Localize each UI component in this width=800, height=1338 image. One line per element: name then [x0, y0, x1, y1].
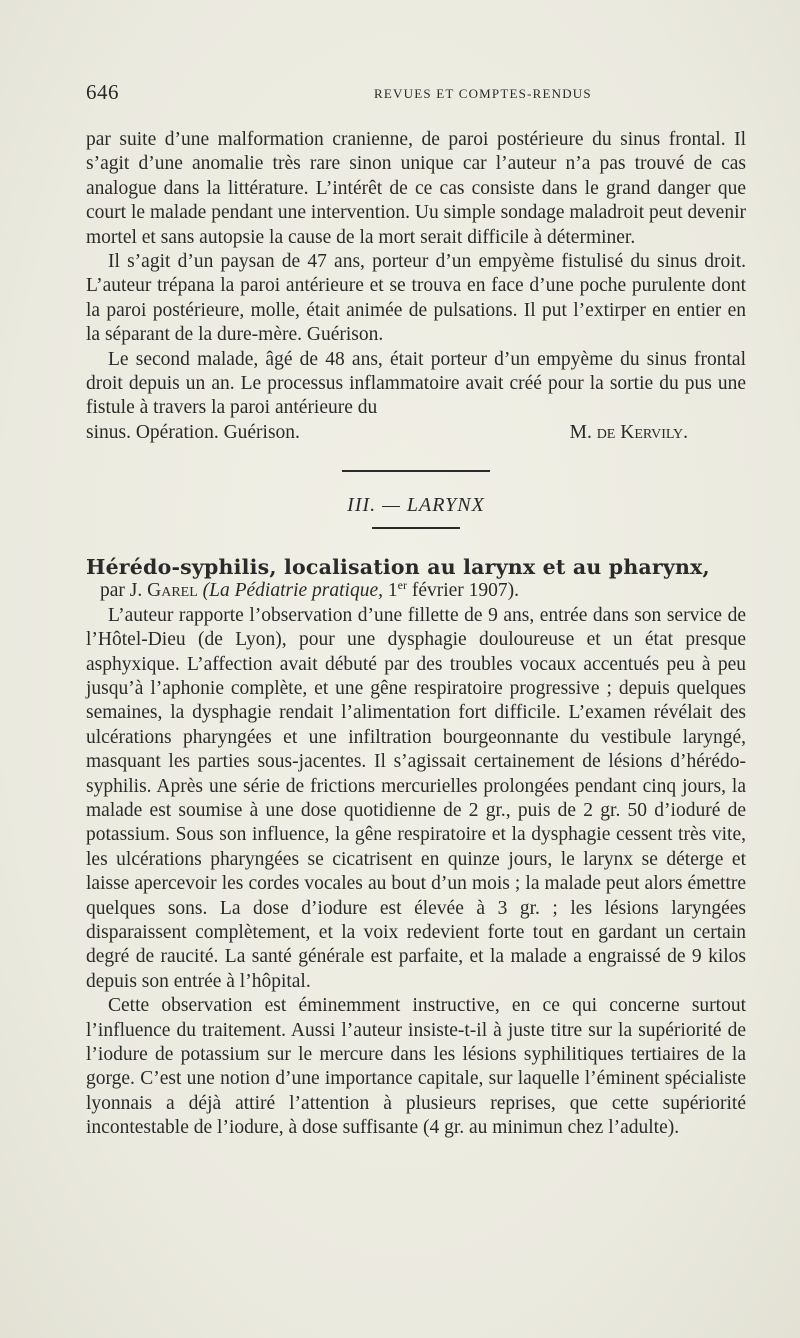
page-header [86, 80, 746, 110]
byline-journal: (La Pédiatrie pratique, [202, 580, 383, 602]
paragraph-end: sinus. Opération. Guérison. [86, 421, 300, 443]
running-head: REVUES ET COMPTES-RENDUS [374, 86, 592, 101]
byline-prefix: par J. [100, 580, 143, 602]
paragraph: Le second malade, âgé de 48 ans, était porteur d’un empyème du sinus frontal droit depuis un an. Le processus inflammatoire avait créé pour la sortie du pus une fistule à travers la paroi antérieure du [86, 348, 746, 419]
byline-date: février 1907). [411, 580, 520, 602]
author-signature: M. de Kervily. [569, 421, 688, 443]
byline-author: Garel [147, 580, 198, 602]
byline-day-ordinal: er [397, 578, 407, 593]
page-number: 646 [86, 80, 119, 104]
signature-line [86, 421, 746, 445]
article-byline [86, 579, 746, 603]
paragraph: L’auteur rapporte l’observation d’une fillette de 9 ans, entrée dans son service de l’Hôtel-Dieu (de Lyon), pour une dysphagie douloureuse et un état presque asphyxique. L’affection avait débuté par des troubles vocaux accentués peu à peu jusqu’à l’aphonie complète, et une gêne respiratoire progressive ; depuis quelques semaines, la dysphagie rendait l’alimentation fort difficile. L’examen révélait des ulcérations pharyngées et une infiltration bourgeonnante du vestibule laryngé, masquant les parties sous-jacentes. Il s’agissait certainement de lésions d’hérédo-syphilis. Après une série de frictions mercurielles prolongées pendant cinq jours, la malade est soumise à une dose quotidienne de 2 gr., puis de 2 gr. 50 d’ioduré de potassium. Sous son influence, la gêne respiratoire et la dysphagie cessent très vite, les ulcérations pharyngées se cicatrisent en quinze jours, le larynx se déterge et laisse apercevoir les cordes vocales au bout d’un mois ; la malade peut alors émettre quelques sons. La dose d’iodure est élevée à 3 gr. ; les lésions laryngées disparaissent complètement, et la voix redevient forte tout en gardant un certain degré de raucité. La santé générale est parfaite, et la malade a engraissé de 9 kilos depuis son entrée à l’hôpital. [86, 604, 746, 992]
section-title: III. — LARYNX [347, 494, 485, 517]
byline-day: 1 [387, 580, 398, 602]
paragraph: Il s’agit d’un paysan de 47 ans, porteur d’un empyème fistulisé du sinus droit. L’auteur trépana la paroi antérieure et se trouva en face d’une poche purulente dont la paroi postérieure, molle, était animée de pulsations. Il put l’extirper en entier en la séparant de la dure-mère. Guérison. [86, 251, 746, 346]
paragraph: Cette observation est éminemment instructive, en ce qui concerne surtout l’influence du traitement. Aussi l’auteur insiste-t-il à juste titre sur la supériorité de l’iodure de potassium sur le mercure dans les lésions syphilitiques tertiaires de la gorge. C’est une notion d’une importance capitale, sur laquelle l’éminent spécialiste lyonnais a déjà attiré l’attention à plusieurs reprises, que cette supériorité incontestable de l’iodure, à dose suffisante (4 gr. au minimun chez l’adulte). [86, 995, 746, 1139]
page-body [86, 128, 746, 1141]
paragraph: par suite d’une malformation cranienne, de paroi postérieure du sinus frontal. Il s’agit d’une anomalie très rare sinon unique car l’auteur n’a pas trouvé de cas analogue dans la littérature. L’intérêt de ce cas consiste dans le grand danger que court le malade pendant une intervention. Uu simple sondage maladroit peut devenir mortel et sans autopsie la cause de la mort serait difficile à déterminer. [86, 129, 746, 248]
article-title: Hérédo-syphilis, localisation au larynx et au pharynx, [86, 555, 710, 580]
